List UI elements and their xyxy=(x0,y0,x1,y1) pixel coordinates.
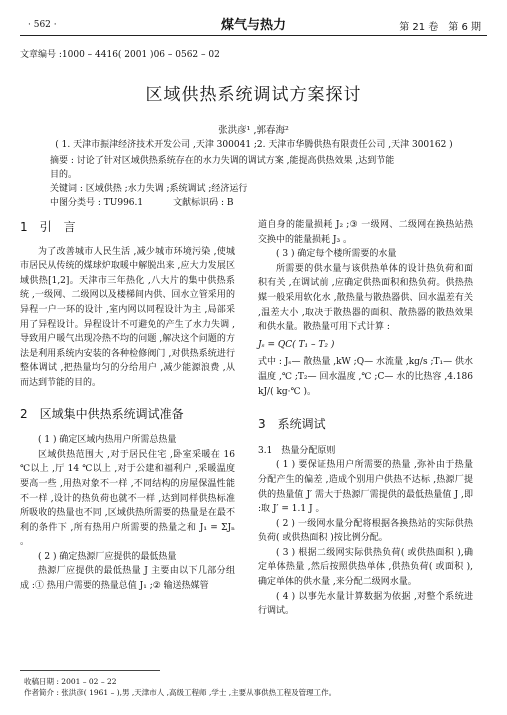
authors: 张洪彦¹ ,郭春海² xyxy=(218,125,289,136)
article-number: 文章编号 :1000 – 4416( 2001 )06 – 0562 – 02 xyxy=(20,50,220,60)
keywords: 关键词 : 区域供热 ;水力失调 ;系统调试 ;经济运行 xyxy=(50,184,248,194)
subsection-heading: ( 2 ) 确定热源厂应提供的最低热量 xyxy=(38,551,177,562)
abstract-block xyxy=(50,154,450,210)
paper-title: 区域供热系统调试方案探讨 xyxy=(145,85,362,105)
abstract-line: 目的。 xyxy=(50,170,78,180)
paragraph: 道自身的能量损耗 J₂ ;③ 一级网、二级网在换热站热交换中的能量损耗 J₃ 。 xyxy=(258,220,473,245)
classification-row xyxy=(50,196,450,210)
paragraph: ( 3 ) 根据二级网实际供热负荷( 或供热面积 ),确定单体热量 ,然后按照供热单体 ,供热负荷( 或面积 ),确定单体的供水量 ,来分配二级网水量。 xyxy=(258,547,473,588)
paragraph: 所需要的供水量与该供热单体的设计热负荷和面积有关 ,在调试前 ,应确定供热面积和热负荷。供热热媒一般采用软化水 ,散热量与散热器供、回水温差有关 ,温差大小 ,取决于散热器的面积、散热器的散热效果和供水量。散热量可用下式计算 : xyxy=(258,263,473,333)
equation: Jₛ = QC( T₁ – T₂ ) xyxy=(258,339,335,350)
footnote xyxy=(24,676,336,698)
author-bio: 作者简介 : 张洪彦( 1961 – ),男 ,天津市人 ,高级工程师 ,学士 ,主要从事供热工程及管理工作。 xyxy=(24,688,337,697)
abstract-line: 摘要 : 讨论了针对区域供热系统存在的水力失调的调试方案 ,能提高供热效果 ,达到节能 xyxy=(50,156,395,166)
subsection-heading: ( 1 ) 确定区域内热用户所需总热量 xyxy=(38,435,177,446)
section-2-title: 2 区域集中供热系统调试准备 xyxy=(20,406,184,421)
equation-note: 式中 : Jₛ— 散热量 ,kW ;Q— 水流量 ,kg/s ;T₁— 供水温度 ,℃ ;T₂— 回水温度 ,℃ ;C— 水的比热容 ,4.186 kJ/( kg·℃ )。 xyxy=(258,357,473,397)
section-3-title: 3 系统调试 xyxy=(258,417,326,432)
issue-info: 第 21 卷 第 6 期 xyxy=(399,22,481,33)
paragraph: ( 4 ) 以事先水量计算数据为依据 ,对整个系统进行调试。 xyxy=(258,591,473,617)
left-column xyxy=(20,216,235,594)
paragraph: ( 2 ) 一级网水量分配将根据各换热站的实际供热负荷( 或供热面积 )按比例分配。 xyxy=(258,518,473,544)
paragraph: ( 1 ) 要保证热用户所需要的热量 ,弥补由于热量分配产生的偏差 ,造成个别用户供热不达标 ,热源厂提供的热量值 J′ 需大于热源厂需提供的最低热量值 J ,即 :取 J′ = 1.1 J 。 xyxy=(258,460,473,515)
journal-name: 煤气与热力 xyxy=(220,18,286,33)
received-date: 收稿日期 : 2001 – 02 – 22 xyxy=(24,677,117,686)
subsection-heading: 3.1 热量分配原则 xyxy=(258,445,336,456)
affiliation: ( 1. 天津市振津经济技术开发公司 ,天津 300041 ;2. 天津市华腾供热有限责任公司 ,天津 300162 ) xyxy=(55,140,453,150)
paragraph: 热源厂应提供的最低热量 J 主要由以下几部分组成 :① 热用户需要的热量总值 J₁ ;② 输送热媒管 xyxy=(20,566,235,592)
page-number: · 562 · xyxy=(28,20,57,30)
section-1-paragraph: 为了改善城市人民生活 ,减少城市环境污染 ,使城市居民从传统的煤球炉取暖中解脱出来 ,应大力发展区域供热[1,2]。天津市三年热化 ,八大片的集中供热系统 ,一级网、二级网以及楼梯间内供、回水立管采用的异程一户一环的设计 ,室内网以同程设计为主 ,局部采用了异程设计。异程设计不可避免的产生了水力失调 ,导致用户暖气出现冷热不均的问题 ,解决这个问题的方法是利用系统内安装的各种检修阀门 ,对供热系统进行整体调试 ,把热量均匀的分给用户 ,减少能源浪费 ,从而达到节能的目的。 xyxy=(20,246,235,388)
header-rule xyxy=(20,35,487,36)
right-column xyxy=(258,218,473,619)
footnote-rule xyxy=(20,670,160,671)
clc-number: 中图分类号 : TU996.1 xyxy=(50,198,144,208)
subsection-heading: ( 3 ) 确定每个楼所需要的水量 xyxy=(276,249,397,260)
paragraph: 区域供热范围大 ,对于居民住宅 ,卧室采暖在 16 ℃以上 ,厅 14 ℃以上 ,对于公建和福利户 ,采暖温度要高一些 ,用热对象不一样 ,不同结构的房屋保温性能不一样 ,设计的热负荷也就不一样 ,达到同样供热标准所吸收的热量也不同 ,区域供热所需要的热量是在最不利的条件下 ,所有热用户所需要的热量之和 J₁ = ΣJₙ 。 xyxy=(20,449,235,548)
section-1-title: 1 引 言 xyxy=(20,220,76,234)
document-code: 文献标识码 : B xyxy=(173,198,234,208)
